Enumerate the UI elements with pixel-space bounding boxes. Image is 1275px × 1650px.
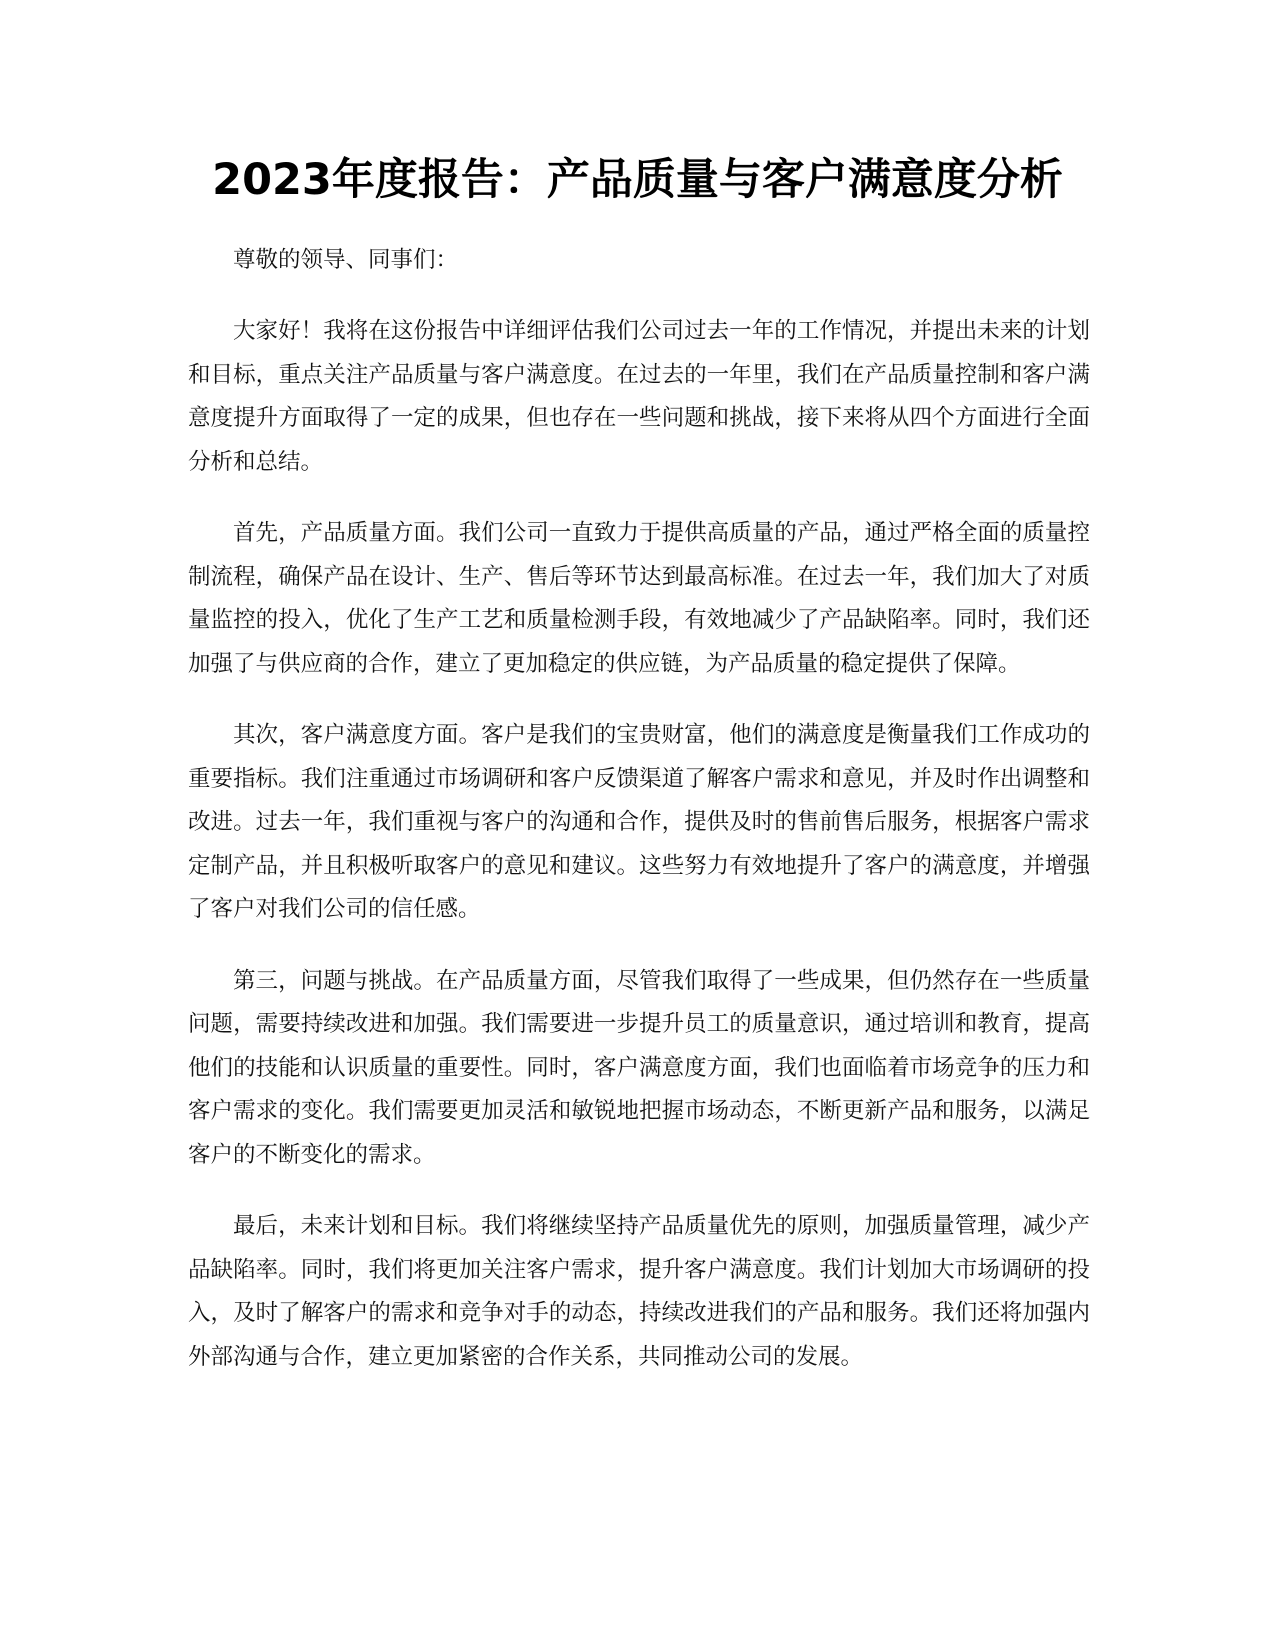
paragraph-future-plans: 最后，未来计划和目标。我们将继续坚持产品质量优先的原则，加强质量管理，减少产品缺陷率。同时，我们将更加关注客户需求，提升客户满意度。我们计划加大市场调研的投入，及时了解客户的需求和竞争对手的动态，持续改进我们的产品和服务。我们还将加强内外部沟通与合作，建立更加紧密的合作关系，共同推动公司的发展。 [188, 1213, 1090, 1370]
document-title: 2023年度报告：产品质量与客户满意度分析 [212, 155, 1063, 205]
salutation: 尊敬的领导、同事们： [233, 247, 459, 273]
paragraph-intro: 大家好！我将在这份报告中详细评估我们公司过去一年的工作情况，并提出未来的计划和目标，重点关注产品质量与客户满意度。在过去的一年里，我们在产品质量控制和客户满意度提升方面取得了一定的成果，但也存在一些问题和挑战，接下来将从四个方面进行全面分析和总结。 [188, 318, 1090, 475]
document-body [188, 238, 1090, 1407]
paragraph-customer-satisfaction: 其次，客户满意度方面。客户是我们的宝贵财富，他们的满意度是衡量我们工作成功的重要指标。我们注重通过市场调研和客户反馈渠道了解客户需求和意见，并及时作出调整和改进。过去一年，我们重视与客户的沟通和合作，提供及时的售前售后服务，根据客户需求定制产品，并且积极听取客户的意见和建议。这些努力有效地提升了客户的满意度，并增强了客户对我们公司的信任感。 [188, 722, 1090, 922]
paragraph-product-quality: 首先，产品质量方面。我们公司一直致力于提供高质量的产品，通过严格全面的质量控制流程，确保产品在设计、生产、售后等环节达到最高标准。在过去一年，我们加大了对质量监控的投入，优化了生产工艺和质量检测手段，有效地减少了产品缺陷率。同时，我们还加强了与供应商的合作，建立了更加稳定的供应链，为产品质量的稳定提供了保障。 [188, 520, 1090, 677]
paragraph-problems-challenges: 第三，问题与挑战。在产品质量方面，尽管我们取得了一些成果，但仍然存在一些质量问题，需要持续改进和加强。我们需要进一步提升员工的质量意识，通过培训和教育，提高他们的技能和认识质量的重要性。同时，客户满意度方面，我们也面临着市场竞争的压力和客户需求的变化。我们需要更加灵活和敏锐地把握市场动态，不断更新产品和服务，以满足客户的不断变化的需求。 [188, 967, 1090, 1168]
